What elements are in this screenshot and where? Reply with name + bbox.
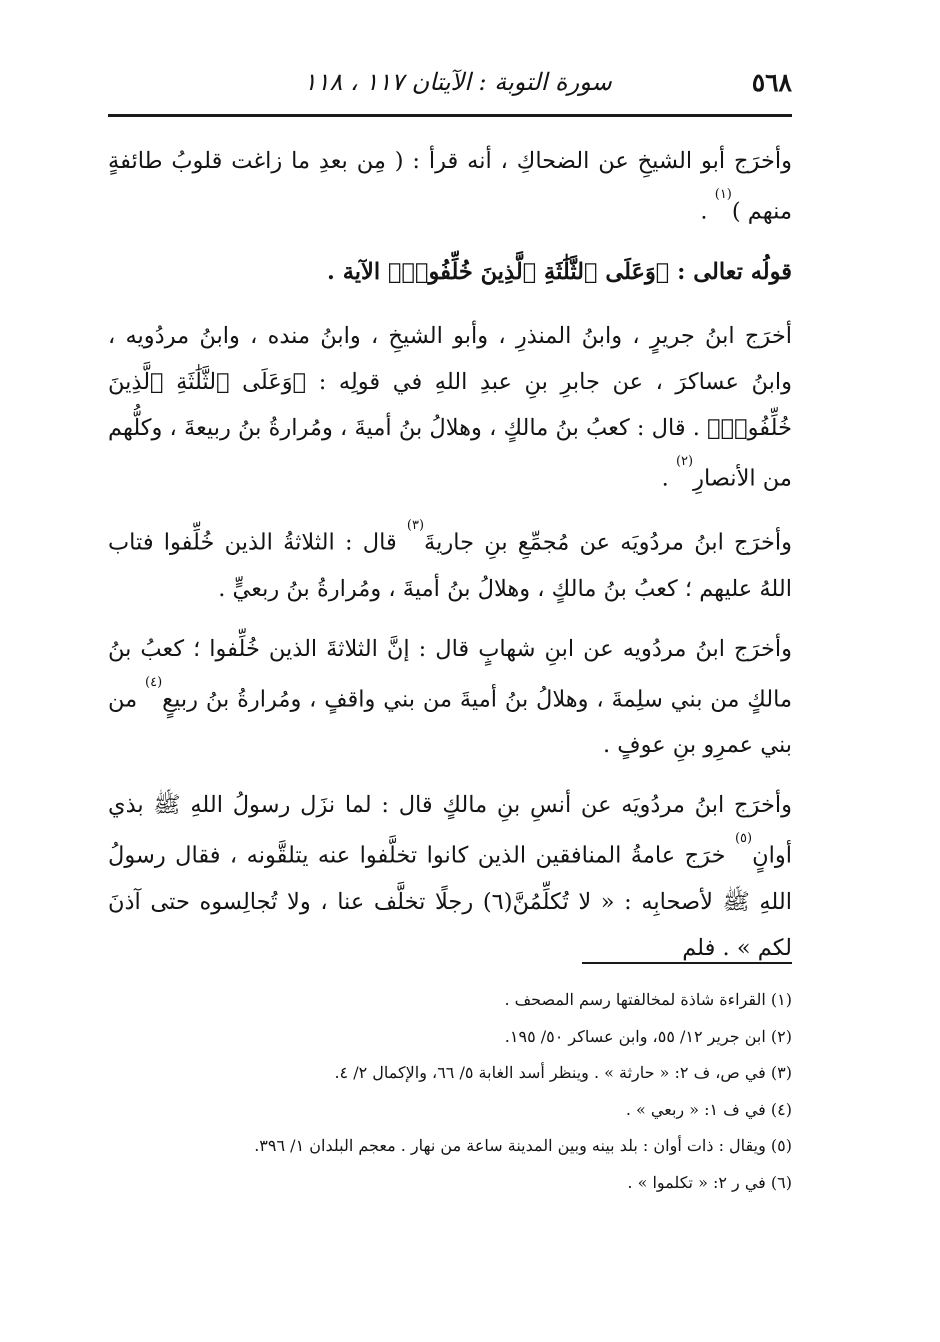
running-title: سورة التوبة : الآيتان ١١٧ ، ١١٨	[303, 68, 612, 96]
footnote-1: (١) القراءة شاذة لمخالفتها رسم المصحف .	[504, 990, 792, 1009]
paragraph-4	[108, 626, 792, 769]
page-number: ٥٦٨	[751, 67, 792, 97]
paragraph-5-tail: خرَج عامةُ المنافقين الذين كانوا تخلَّفوا عنه يتلقَّونه ، فقال رسولُ اللهِ ﷺ لأصحابِه : « لا تُكلِّمُنَّ(٦) رجلًا تخلَّف عنا ، ولا تُجالِسوه حتى آذنَ لكم » . فلم	[108, 842, 792, 961]
note-ref-1: (١)	[714, 187, 732, 202]
paragraph-5-text: وأخرَج ابنُ مردُويَه عن أنسِ بنِ مالكٍ قال : لما نزَل رسولُ اللهِ ﷺ بذي أوانٍ	[108, 792, 792, 869]
footnote-rule	[582, 962, 792, 964]
page-header	[108, 62, 792, 102]
paragraph-3	[108, 515, 792, 612]
paragraph-1-tail: .	[700, 198, 715, 225]
paragraph-4-text: وأخرَج ابنُ مردُويه عن ابنِ شهابٍ قال : إنَّ الثلاثةَ الذين خُلِّفوا ؛ كعبُ بنُ مالكٍ من بني سلِمةَ ، وهلالُ بنُ أميةَ من بني واقفٍ ، ومُرارةُ بنُ ربيعٍ	[108, 635, 793, 712]
footnote-4: (٤) في ف ١: « ربعي » .	[625, 1099, 792, 1119]
footnotes	[108, 982, 792, 1201]
footnote-3: (٣) في ص، ف ٢: « حارثة » . وينظر أسد الغابة ٥/ ٦٦، والإكمال ٢/ ٤.	[334, 1063, 792, 1082]
paragraph-2	[108, 313, 792, 502]
paragraph-1-text: وأخرَج أبو الشيخِ عن الضحاكِ ، أنه قرأ : ( مِن بعدِ ما زاغت قلوبُ طائفةٍ منهم )	[108, 148, 792, 225]
footnote-2: (٢) ابن جرير ١٢/ ٥٥، وابن عساكر ٥٠/ ١٩٥.	[504, 1026, 792, 1046]
note-ref-4: (٤)	[145, 674, 163, 690]
body-text	[108, 138, 792, 985]
note-ref-3: (٣)	[406, 518, 425, 533]
paragraph-3-text: وأخرَج ابنُ مردُويَه عن مُجمِّعِ بنِ جاريةَ	[424, 529, 792, 556]
footnote-5: (٥) ويقال : ذات أوان : بلد بينه وبين المدينة ساعة من نهار . معجم البلدان ١/ ٣٩٦.	[254, 1136, 792, 1155]
note-ref-2: (٢)	[675, 453, 694, 469]
paragraph-4-tail: من بني عمرِو بنِ عوفٍ .	[108, 686, 792, 758]
verse-heading-text: قولُه تعالى : ﴿وَعَلَى ٱلثَّلَٰثَةِ ٱلَّذِينَ خُلِّفُوا۟﴾ الآية .	[327, 258, 792, 285]
paragraph-1	[108, 138, 792, 235]
paragraph-3-tail: قال : الثلاثةُ الذين خُلِّفوا فتاب اللهُ عليهم ؛ كعبُ بنُ مالكٍ ، وهلالُ بنُ أميةَ ، ومُرارةُ بنُ ربعيٍّ .	[108, 529, 792, 602]
paragraph-2-text: أخرَج ابنُ جريرٍ ، وابنُ المنذرِ ، وأبو الشيخِ ، وابنُ منده ، وابنُ مردُويه ، وابنُ عساكرَ ، عن جابرِ بنِ عبدِ اللهِ في قولِه : ﴿وَعَلَى ٱلثَّلَٰثَةِ ٱلَّذِينَ خُلِّفُوا۟﴾ . قال : كعبُ بنُ مالكٍ ، وهلالُ بنُ أميةَ ، ومُرارةُ بنُ ربيعةَ ، وكلُّهم من الأنصارِ	[108, 322, 792, 491]
paragraph-2-tail: .	[661, 465, 676, 491]
paragraph-5	[108, 782, 792, 971]
verse-heading	[108, 249, 792, 295]
note-ref-5: (٥)	[734, 831, 753, 846]
footnote-6: (٦) في ر ٢: « تكلموا » .	[627, 1172, 792, 1192]
header-rule	[108, 114, 792, 117]
